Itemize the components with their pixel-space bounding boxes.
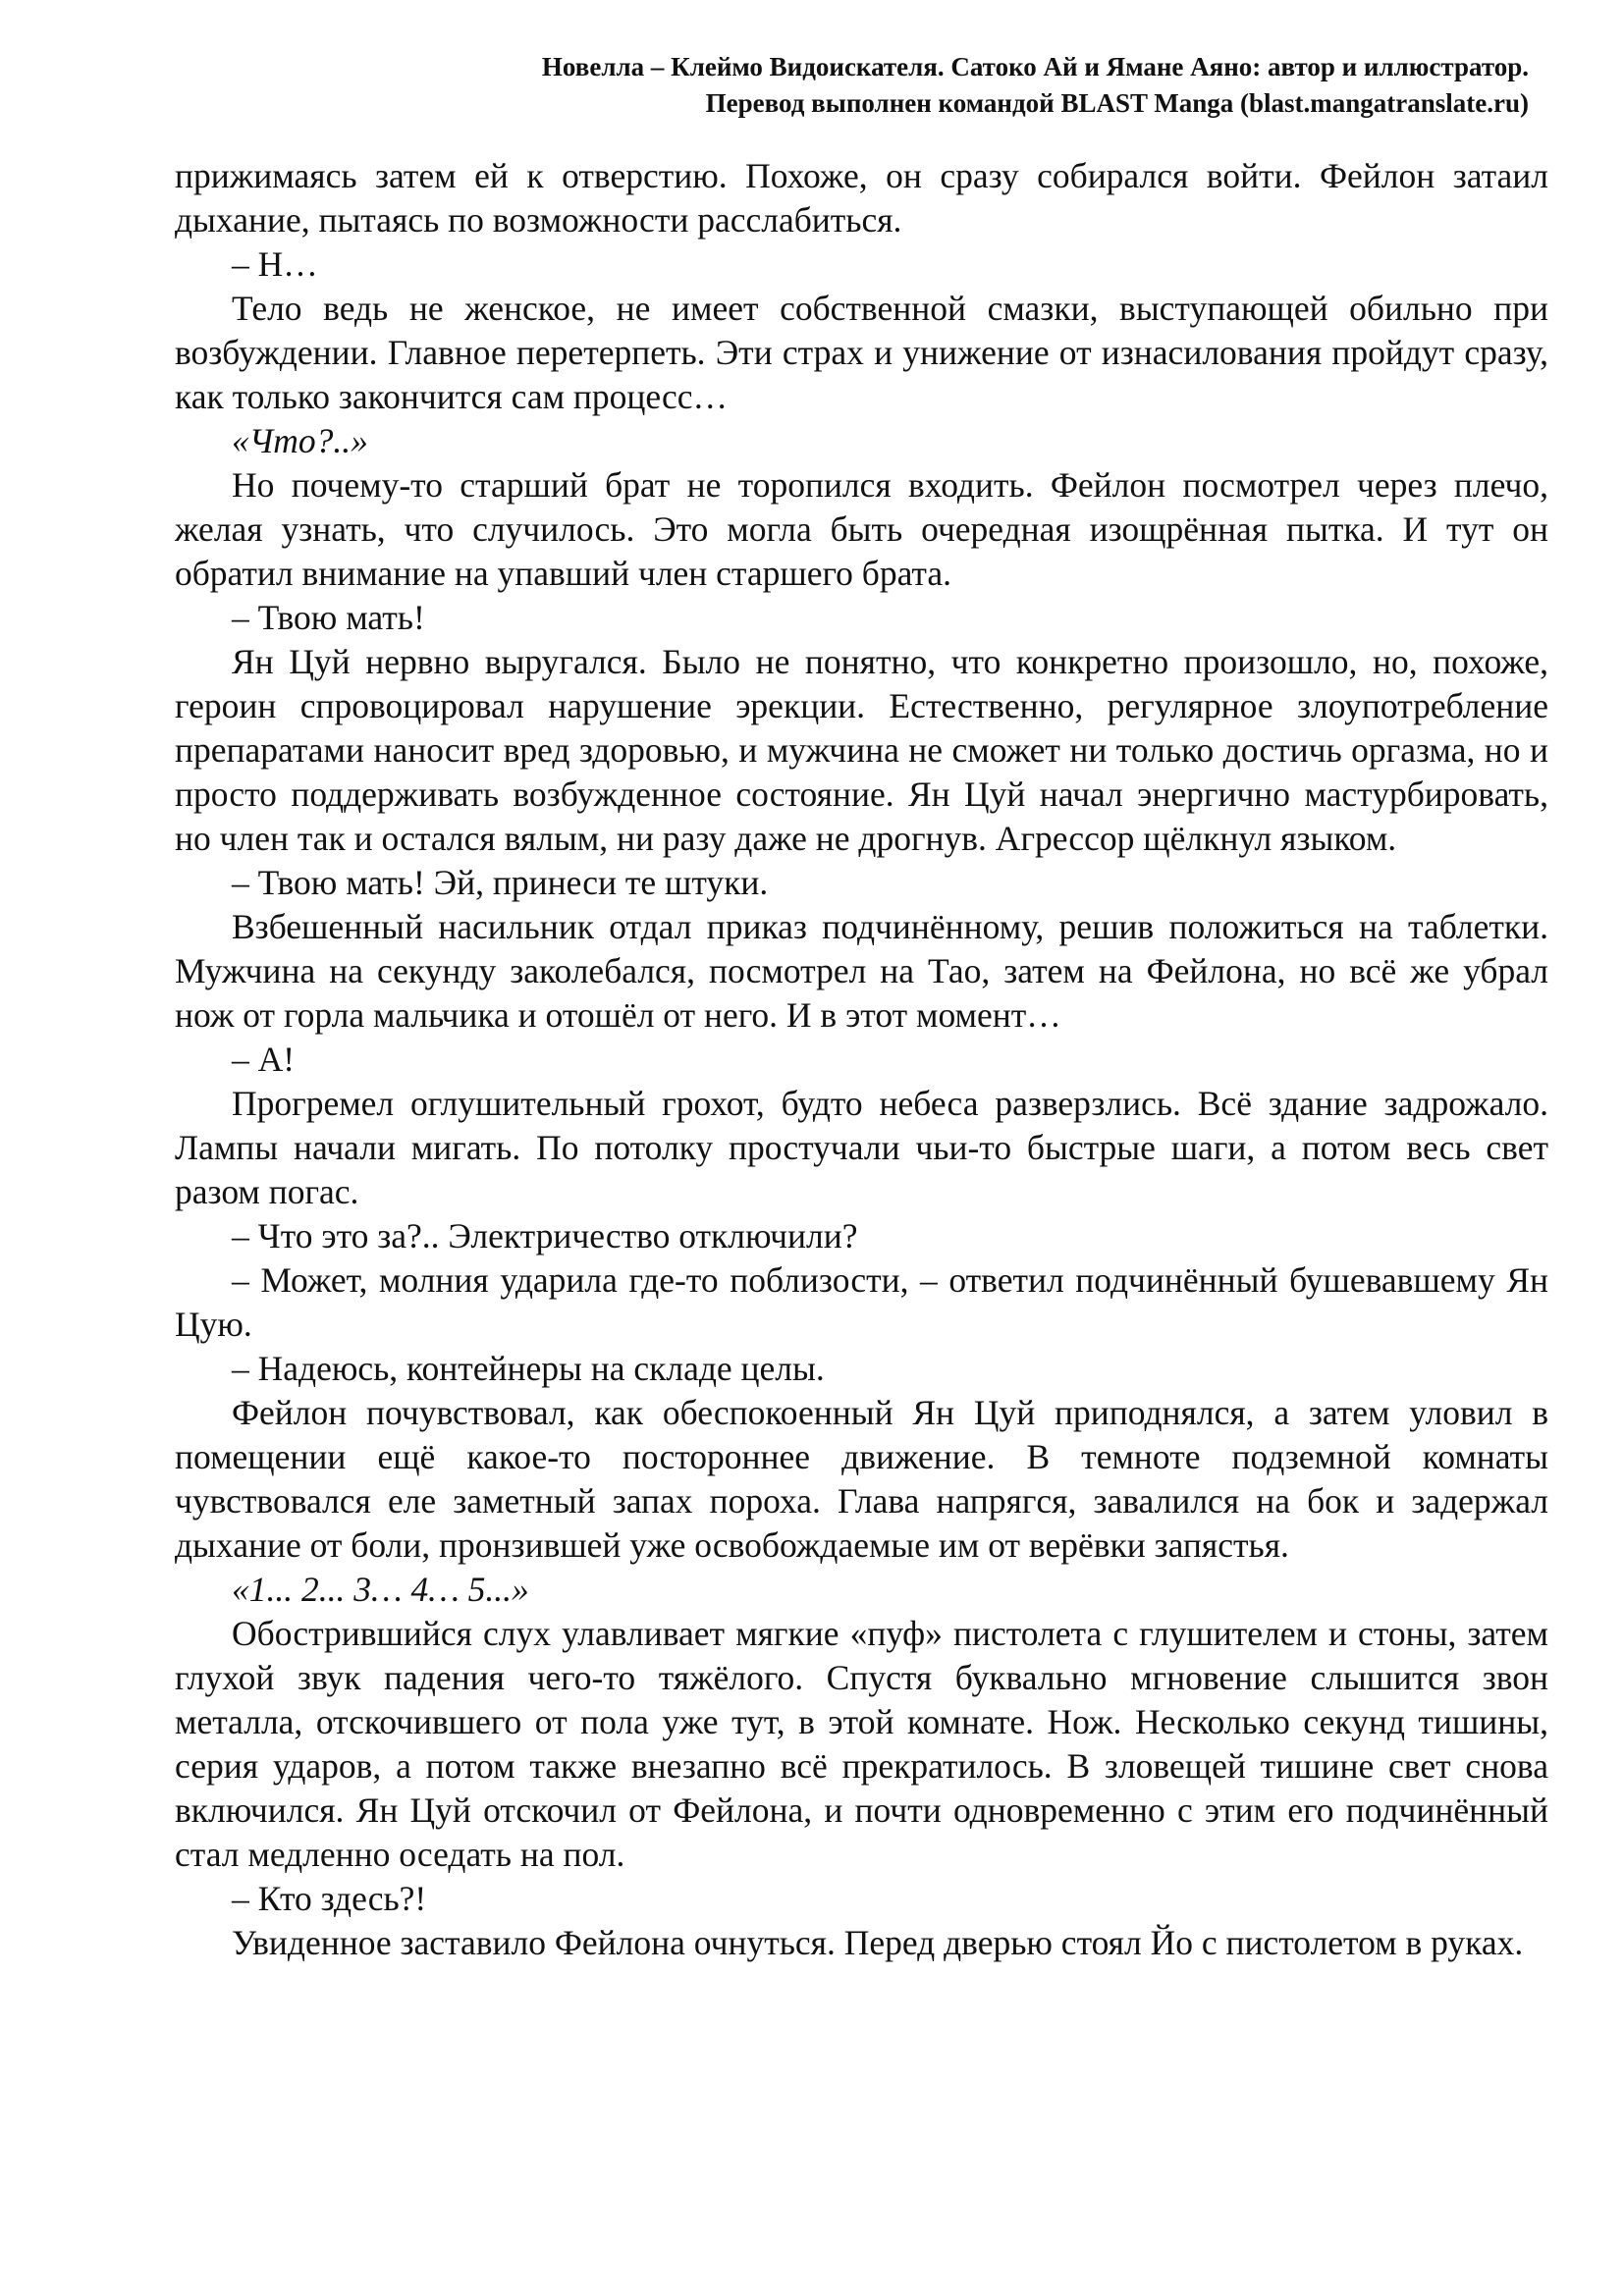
body-text — [175, 154, 1548, 1965]
paragraph: Взбешенный насильник отдал приказ подчинённому, решив положиться на таблетки. Мужчина на секунду заколебался, посмотрел на Тао, затем на Фейлона, но всё же убрал нож от горла мальчика и отошёл от него. И в этот момент… — [175, 907, 1548, 1035]
paragraph: – Твою мать! — [232, 598, 425, 637]
paragraph: – А! — [232, 1040, 296, 1079]
paragraph: «1... 2... 3… 4… 5...» — [232, 1570, 529, 1609]
paragraph: – Надеюсь, контейнеры на складе целы. — [232, 1349, 825, 1388]
paragraph: Ян Цуй нервно выругался. Было не понятно, что конкретно произошло, но, похоже, героин спровоцировал нарушение эрекции. Естественно, регулярное злоупотребление препаратами наносит вред здоровью, и мужчина не сможет ни только достичь оргазма, но и просто поддерживать возбужденное состояние. Ян Цуй начал энергично мастурбировать, но член так и остался вялым, ни разу даже не дрогнув. Агрессор щёлкнул языком. — [175, 642, 1548, 858]
paragraph: – Н… — [232, 244, 318, 284]
paragraph: Фейлон почувствовал, как обеспокоенный Ян Цуй приподнялся, а затем уловил в помещении ещё какое-то постороннее движение. В темноте подземной комнаты чувствовался еле заметный запах пороха. Глава напрягся, завалился на бок и задержал дыхание от боли, пронзившей уже освобождаемые им от верёвки запястья. — [175, 1393, 1548, 1565]
paragraph: прижимаясь затем ей к отверстию. Похоже, он сразу собирался войти. Фейлон затаил дыхание, пытаясь по возможности расслабиться. — [175, 156, 1548, 240]
paragraph: – Может, молния ударила где-то поблизости, – ответил подчинённый бушевавшему Ян Цую. — [175, 1260, 1548, 1344]
paragraph: «Что?..» — [232, 421, 368, 460]
page-header — [252, 49, 1529, 122]
paragraph: – Кто здесь?! — [232, 1879, 427, 1918]
paragraph: – Твою мать! Эй, принеси те штуки. — [232, 863, 769, 902]
paragraph: Но почему-то старший брат не торопился входить. Фейлон посмотрел через плечо, желая узнать, что случилось. Это могла быть очередная изощрённая пытка. И тут он обратил внимание на упавший член старшего брата. — [175, 465, 1548, 593]
header-title-line: Новелла – Клеймо Видоискателя. Сатоко Ай и Ямане Аяно: автор и иллюстратор. — [541, 52, 1529, 81]
header-credits-line: Перевод выполнен командой BLAST Manga (blast.mangatranslate.ru) — [705, 88, 1529, 118]
paragraph: Прогремел оглушительный грохот, будто небеса разверзлись. Всё здание задрожало. Лампы начали мигать. По потолку простучали чьи-то быстрые шаги, а потом весь свет разом погас. — [175, 1084, 1548, 1211]
paragraph: Обострившийся слух улавливает мягкие «пуф» пистолета с глушителем и стоны, затем глухой звук падения чего-то тяжёлого. Спустя буквально мгновение слышится звон металла, отскочившего от пола уже тут, в этой комнате. Нож. Несколько секунд тишины, серия ударов, а потом также внезапно всё прекратилось. В зловещей тишине свет снова включился. Ян Цуй отскочил от Фейлона, и почти одновременно с этим его подчинённый стал медленно оседать на пол. — [175, 1614, 1548, 1874]
paragraph: Тело ведь не женское, не имеет собственной смазки, выступающей обильно при возбуждении. Главное перетерпеть. Эти страх и унижение от изнасилования пройдут сразу, как только закончится сам процесс… — [175, 289, 1548, 416]
paragraph: – Что это за?.. Электричество отключили? — [232, 1216, 858, 1255]
paragraph: Увиденное заставило Фейлона очнуться. Перед дверью стоял Йо с пистолетом в руках. — [232, 1923, 1524, 1962]
